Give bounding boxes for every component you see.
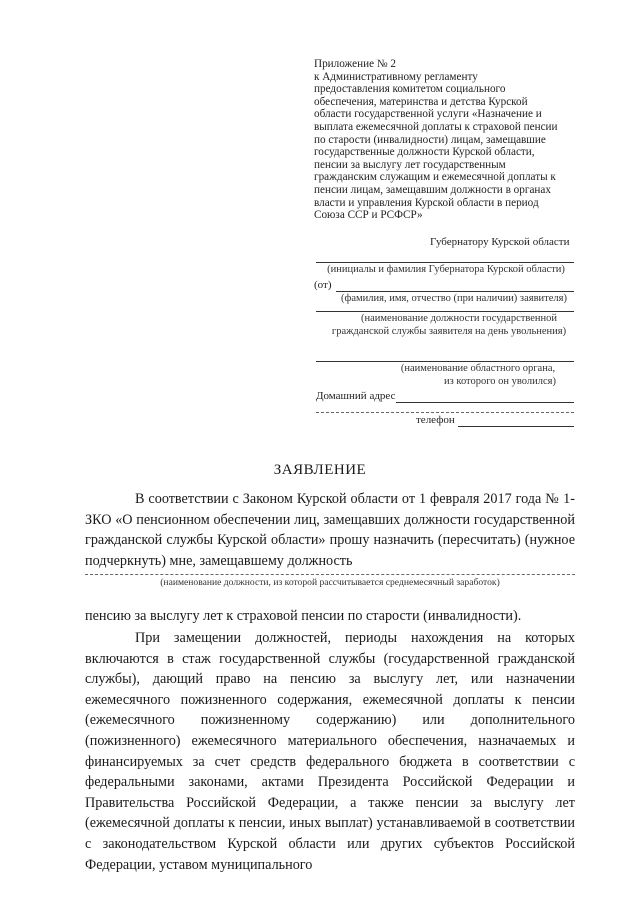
appendix-line: Приложение № 2 [314, 58, 396, 70]
appendix-line: государственные должности Курской области, [314, 146, 535, 159]
paragraph-1 [85, 489, 575, 571]
position-caption-2: гражданской службы заявителя на день увольнения) [331, 326, 567, 337]
appendix-line: пенсии за выслугу лет государственным [314, 158, 506, 171]
organ-blank-line[interactable] [316, 361, 574, 362]
paragraph-3 [85, 628, 575, 875]
appendix-line: гражданским служащим и ежемесячной доплаты к [314, 171, 556, 184]
appendix-block [314, 58, 584, 222]
paragraph-2 [85, 606, 575, 627]
applicant-blank-line[interactable] [336, 291, 574, 292]
applicant-caption: (фамилия, имя, отчество (при наличии) заявителя) [341, 293, 567, 304]
position-name-blank-line[interactable] [85, 574, 575, 575]
paragraph-text: В соответствии с Законом Курской области от 1 февраля 2017 года № 1-ЗКО «О пенсионном обеспечении лиц, замещавших должности государственной гражданской службы Курской области» прошу назначить (пересчитать) (нужное подчеркнуть) мне, замещавшему должность [85, 491, 575, 569]
position-name-caption: (наименование должности, из которой рассчитывается среднемесячный заработок) [160, 577, 500, 588]
document-title: ЗАЯВЛЕНИЕ [273, 462, 367, 478]
appendix-line: власти и управления Курской области в период [314, 196, 539, 209]
home-address-label: Домашний адрес [316, 390, 396, 402]
appendix-line: пенсии лицам, замещавшим должности в органах [314, 183, 551, 196]
home-address-blank-line[interactable] [396, 402, 574, 403]
governor-blank-line[interactable] [316, 262, 574, 263]
organ-caption-2: из которого он уволился) [443, 376, 557, 387]
paragraph-text: пенсию за выслугу лет к страховой пенсии по старости (инвалидности). [85, 608, 522, 624]
position-caption-1: (наименование должности государственной [361, 313, 557, 324]
from-label: (от) [314, 279, 332, 291]
appendix-line: выплата ежемесячной доплаты к страховой пенсии [314, 120, 558, 133]
phone-blank-line[interactable] [458, 426, 574, 427]
appendix-line: к Административному регламенту [314, 70, 478, 83]
phone-label: телефон [416, 414, 455, 426]
appendix-line: Союза ССР и РСФСР» [314, 209, 423, 222]
address-extra-line[interactable] [316, 412, 574, 413]
governor-caption: (инициалы и фамилия Губернатора Курской области) [327, 264, 565, 275]
appendix-line: обеспечения, материнства и детства Курской [314, 95, 528, 108]
position-blank-line[interactable] [316, 311, 574, 312]
appendix-line: предоставления комитетом социального [314, 83, 506, 96]
appendix-line: по старости (инвалидности) лицам, замещавшие [314, 133, 546, 146]
addressee: Губернатору Курской области [430, 236, 570, 248]
organ-caption-1: (наименование областного органа, [400, 363, 556, 374]
appendix-line: области государственной услуги «Назначение и [314, 108, 542, 121]
paragraph-text: При замещении должностей, периоды нахождения на которых включаются в стаж государственной службы (государственной гражданской службы), дающий право на пенсию за выслугу лет, или назначении ежемесячного пожизненного содержания, ежемесячной доплаты к пенсии (ежемесячного пожизненному содержанию) или дополнительного (пожизненного) ежемесячного материального обеспечения, назначаемых и финансируемых за счет средств федерального бюджета в соответствии с федеральными законами, актами Президента Российской Федерации и Правительства Российской Федерации, а также пенсии за выслугу лет (ежемесячной доплаты к пенсии, иных выплат) устанавливаемой в соответствии с законодательством Курской области или других субъектов Российской Федерации, уставом муниципального [85, 630, 575, 873]
